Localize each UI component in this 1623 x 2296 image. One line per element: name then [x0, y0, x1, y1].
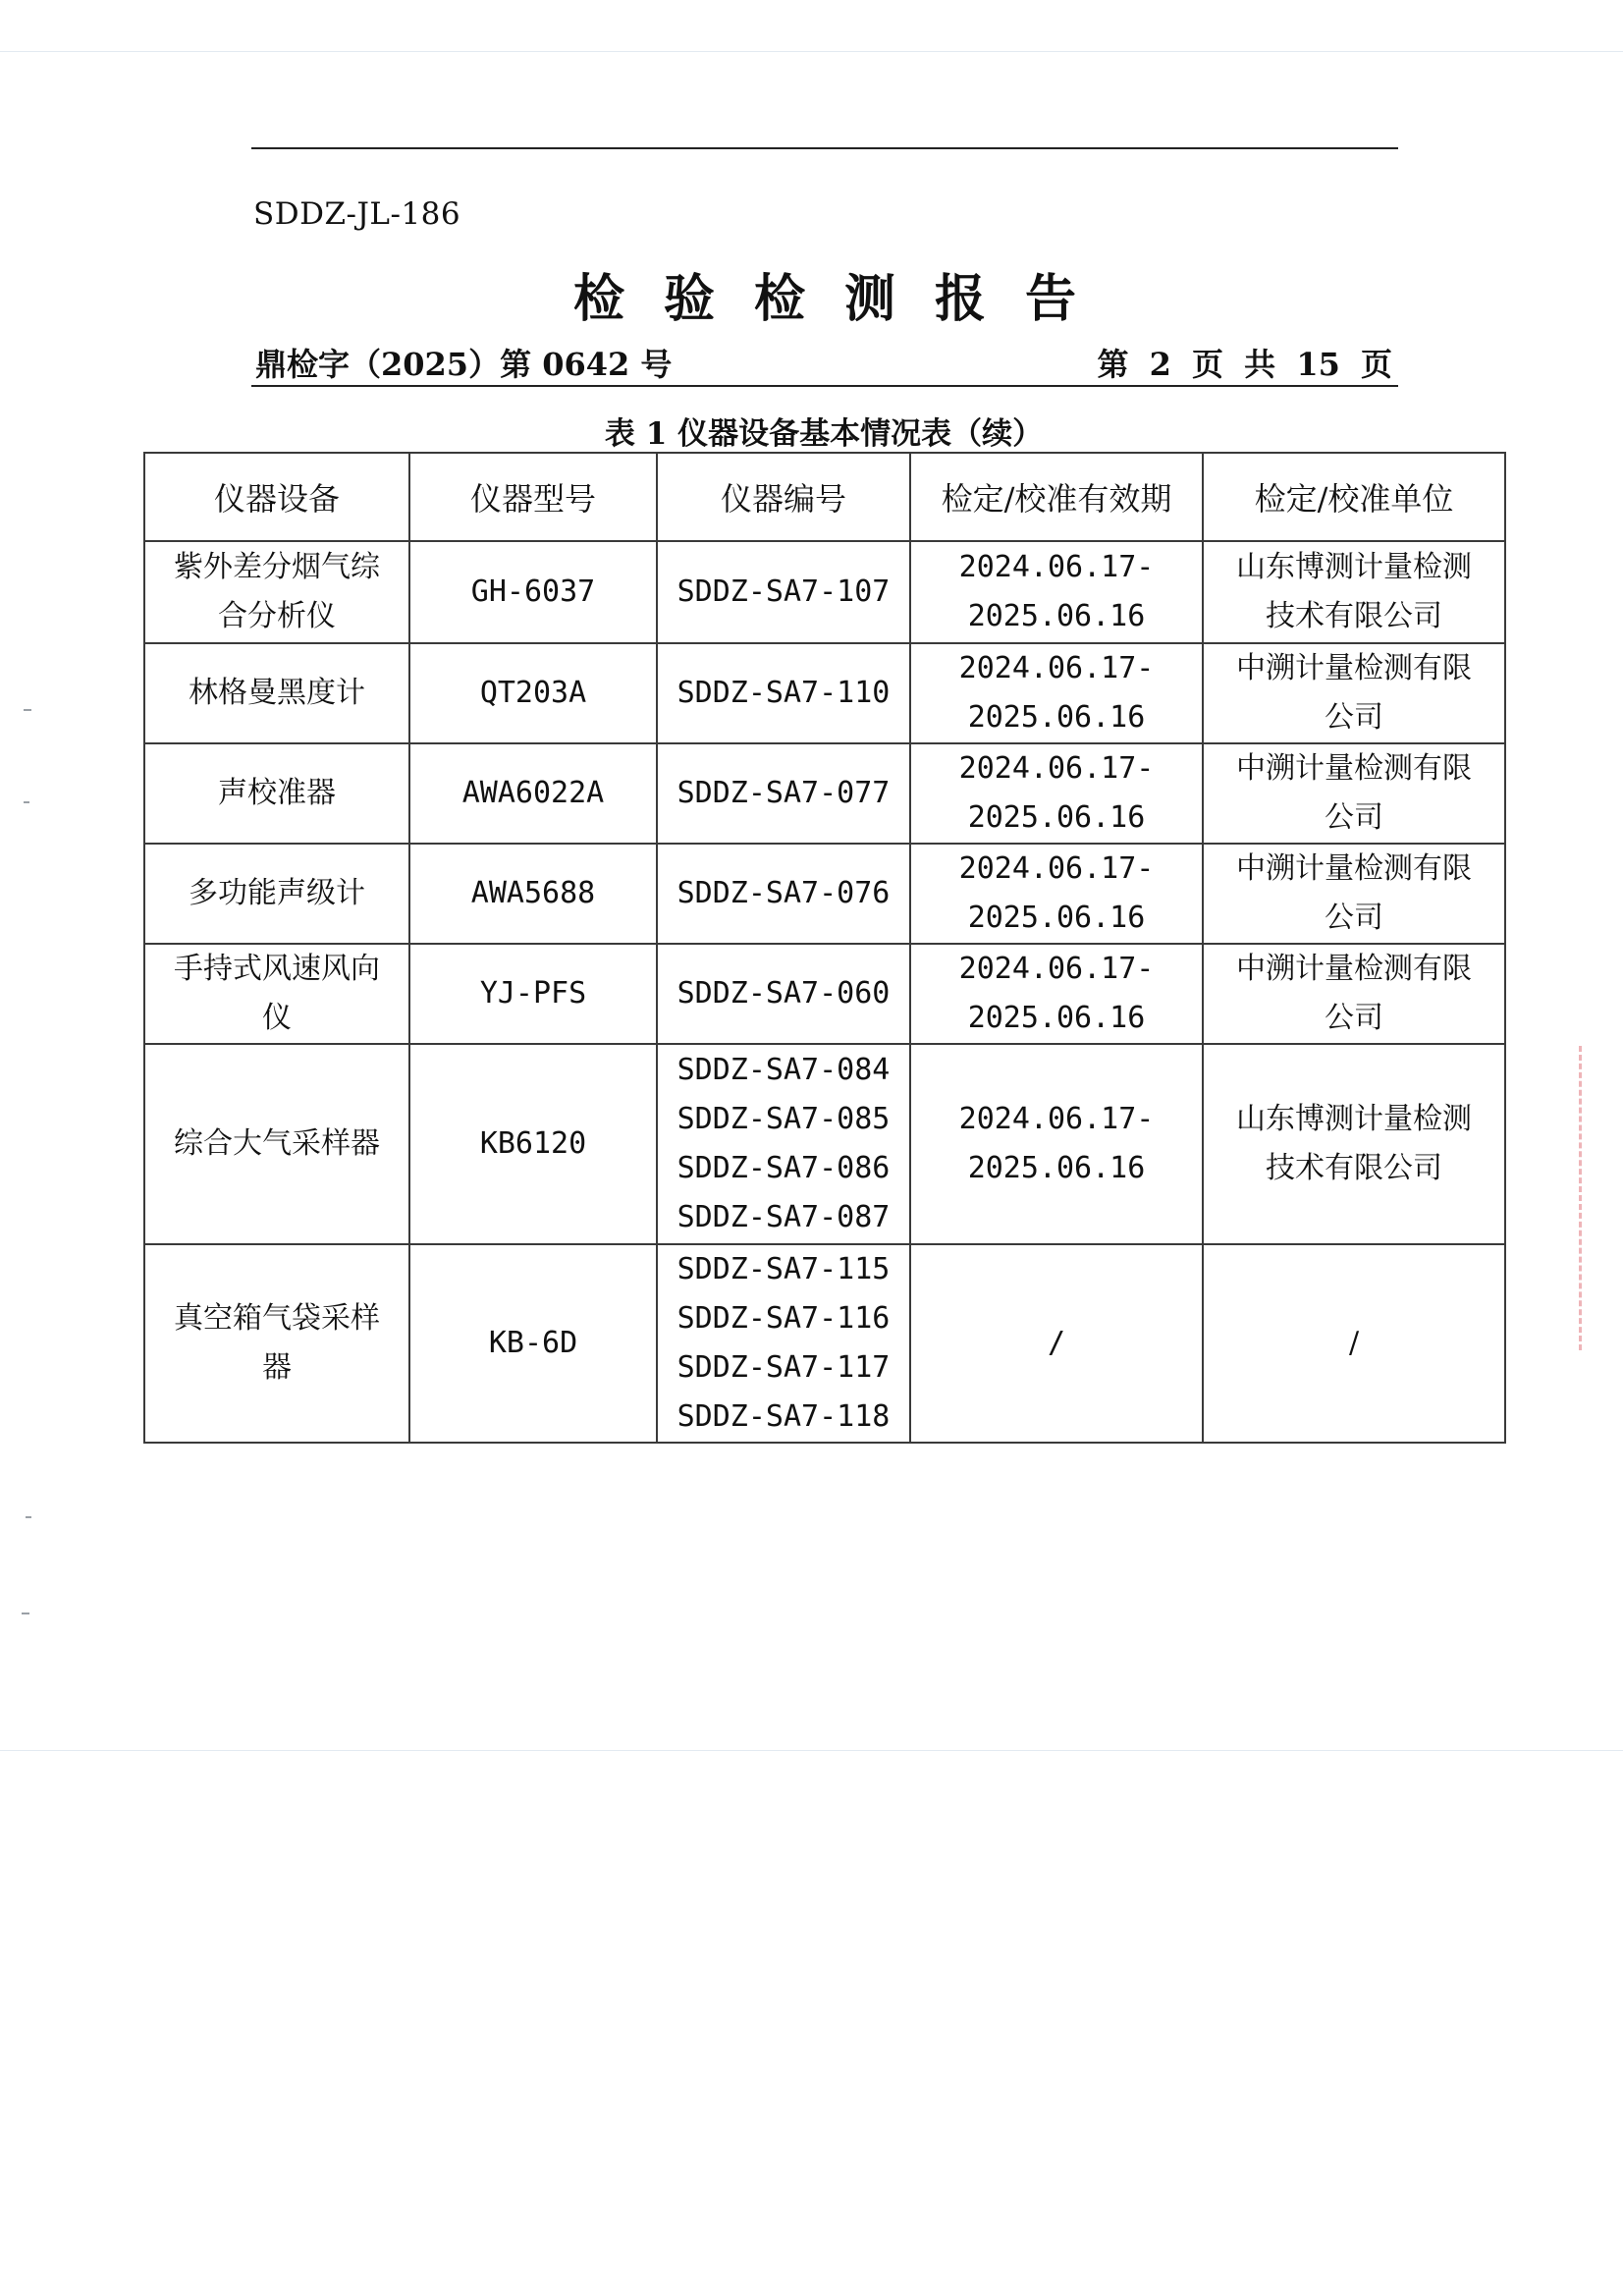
- validity-cell: [910, 743, 1203, 844]
- scan-edge-top: [0, 51, 1623, 52]
- table-caption: 表 1 仪器设备基本情况表（续）: [604, 416, 1044, 452]
- calibration-unit-cell-line: 公司: [1325, 700, 1383, 735]
- calibration-unit-cell: [1203, 844, 1505, 944]
- calibration-unit-cell: [1203, 944, 1505, 1044]
- serial-number-cell-line: SDDZ-SA7-060: [676, 976, 891, 1011]
- equipment-name-cell: [144, 1044, 409, 1244]
- validity-cell: [910, 1244, 1203, 1443]
- calibration-unit-cell-line: 中溯计量检测有限: [1236, 851, 1472, 886]
- serial-number-cell: [657, 944, 910, 1044]
- model-cell: [409, 844, 657, 944]
- equipment-name-cell: [144, 1244, 409, 1443]
- validity-cell-line: 2025.06.16: [967, 901, 1146, 935]
- serial-number-cell-line: SDDZ-SA7-084: [676, 1053, 891, 1087]
- equipment-name-cell-line: 仪: [262, 1001, 292, 1035]
- scan-speck: [24, 709, 31, 711]
- validity-cell-line: 2025.06.16: [967, 1151, 1146, 1185]
- equipment-name-cell: [144, 643, 409, 743]
- table-row: [144, 743, 1505, 844]
- calibration-unit-cell: [1203, 643, 1505, 743]
- serial-number-cell-line: SDDZ-SA7-107: [676, 574, 891, 609]
- serial-number-cell-line: SDDZ-SA7-115: [676, 1252, 891, 1286]
- model-cell: [409, 944, 657, 1044]
- scan-edge-bottom: [0, 1750, 1623, 1751]
- calibration-unit-cell: [1203, 1044, 1505, 1244]
- column-header-serial: 仪器编号: [657, 453, 910, 541]
- document-code: SDDZ-JL-186: [253, 196, 461, 232]
- serial-number-cell-line: SDDZ-SA7-117: [676, 1350, 891, 1385]
- serial-number-cell-line: SDDZ-SA7-087: [676, 1200, 891, 1234]
- calibration-unit-cell-line: 公司: [1325, 901, 1383, 935]
- serial-number-cell-line: SDDZ-SA7-077: [676, 776, 891, 810]
- validity-cell: [910, 1044, 1203, 1244]
- serial-number-cell-line: SDDZ-SA7-086: [676, 1151, 891, 1185]
- serial-number-cell: [657, 844, 910, 944]
- validity-cell: [910, 541, 1203, 643]
- equipment-name-cell-line: 器: [262, 1350, 292, 1385]
- validity-cell-line: 2025.06.16: [967, 700, 1146, 735]
- column-header-model: 仪器型号: [409, 453, 657, 541]
- table-row: [144, 643, 1505, 743]
- equipment-name-cell: [144, 844, 409, 944]
- equipment-name-cell-line: 合分析仪: [218, 599, 336, 633]
- table-header-row: [144, 453, 1505, 541]
- equipment-name-cell-line: 林格曼黑度计: [189, 676, 365, 710]
- validity-cell-line: 2024.06.17-: [958, 751, 1155, 786]
- validity-cell-line: /: [1047, 1326, 1066, 1360]
- validity-cell-line: 2024.06.17-: [958, 651, 1155, 685]
- model-cell-line: GH-6037: [470, 574, 596, 609]
- equipment-name-cell: [144, 944, 409, 1044]
- calibration-unit-cell-line: 中溯计量检测有限: [1236, 952, 1472, 986]
- serial-number-cell-line: SDDZ-SA7-076: [676, 876, 891, 910]
- validity-cell-line: 2024.06.17-: [958, 851, 1155, 886]
- equipment-name-cell-line: 综合大气采样器: [174, 1126, 380, 1161]
- table-body: [144, 541, 1505, 1443]
- report-number: 鼎检字（2025）第 0642 号: [255, 346, 673, 383]
- validity-cell: [910, 844, 1203, 944]
- equipment-name-cell-line: 多功能声级计: [189, 876, 365, 910]
- column-header-validity: 检定/校准有效期: [910, 453, 1203, 541]
- serial-number-cell-line: SDDZ-SA7-116: [676, 1301, 891, 1336]
- serial-number-cell: [657, 643, 910, 743]
- serial-number-cell-line: SDDZ-SA7-085: [676, 1102, 891, 1136]
- serial-number-cell: [657, 541, 910, 643]
- calibration-unit-cell: [1203, 743, 1505, 844]
- header-rule: [251, 147, 1398, 149]
- report-title: 检验检测报告: [572, 269, 1115, 329]
- calibration-unit-cell-line: 技术有限公司: [1266, 1151, 1442, 1185]
- serial-number-cell: [657, 1044, 910, 1244]
- equipment-table: [143, 452, 1506, 1444]
- validity-cell: [910, 643, 1203, 743]
- scan-speck: [26, 1516, 31, 1518]
- model-cell-line: AWA6022A: [461, 776, 605, 810]
- calibration-unit-cell: [1203, 1244, 1505, 1443]
- model-cell: [409, 743, 657, 844]
- table-row: [144, 844, 1505, 944]
- validity-cell-line: 2025.06.16: [967, 599, 1146, 633]
- column-header-equipment: 仪器设备: [144, 453, 409, 541]
- seal-stamp-edge: [1579, 1046, 1621, 1350]
- serial-number-cell: [657, 1244, 910, 1443]
- page-indicator: 第 2 页 共 15 页: [1097, 346, 1392, 383]
- table-row: [144, 944, 1505, 1044]
- equipment-name-cell-line: 真空箱气袋采样: [174, 1301, 380, 1336]
- model-cell-line: AWA5688: [470, 876, 596, 910]
- model-cell: [409, 1044, 657, 1244]
- validity-cell-line: 2025.06.16: [967, 800, 1146, 835]
- validity-cell: [910, 944, 1203, 1044]
- validity-cell-line: 2024.06.17-: [958, 1102, 1155, 1136]
- equipment-name-cell-line: 紫外差分烟气综: [174, 550, 380, 584]
- model-cell-line: QT203A: [479, 676, 587, 710]
- calibration-unit-cell: [1203, 541, 1505, 643]
- validity-cell-line: 2024.06.17-: [958, 550, 1155, 584]
- model-cell-line: KB6120: [479, 1126, 587, 1161]
- serial-number-cell-line: SDDZ-SA7-110: [676, 676, 891, 710]
- calibration-unit-cell-line: 山东博测计量检测: [1236, 550, 1472, 584]
- model-cell-line: YJ-PFS: [479, 976, 587, 1011]
- calibration-unit-cell-line: 技术有限公司: [1266, 599, 1442, 633]
- model-cell: [409, 643, 657, 743]
- model-cell: [409, 1244, 657, 1443]
- table-row: [144, 541, 1505, 643]
- calibration-unit-cell-line: 山东博测计量检测: [1236, 1102, 1472, 1136]
- calibration-unit-cell-line: 中溯计量检测有限: [1236, 751, 1472, 786]
- validity-cell-line: 2024.06.17-: [958, 952, 1155, 986]
- model-cell-line: KB-6D: [488, 1326, 578, 1360]
- scan-speck: [24, 801, 29, 803]
- calibration-unit-cell-line: 公司: [1325, 800, 1383, 835]
- model-cell: [409, 541, 657, 643]
- serial-number-cell: [657, 743, 910, 844]
- calibration-unit-cell-line: 中溯计量检测有限: [1236, 651, 1472, 685]
- calibration-unit-cell-line: /: [1348, 1326, 1360, 1360]
- equipment-name-cell: [144, 541, 409, 643]
- report-info-row: [251, 340, 1398, 387]
- equipment-name-cell-line: 声校准器: [218, 776, 336, 810]
- scan-speck: [22, 1613, 29, 1614]
- validity-cell-line: 2025.06.16: [967, 1001, 1146, 1035]
- column-header-calibration-unit: 检定/校准单位: [1203, 453, 1505, 541]
- equipment-name-cell-line: 手持式风速风向: [174, 952, 380, 986]
- serial-number-cell-line: SDDZ-SA7-118: [676, 1399, 891, 1434]
- calibration-unit-cell-line: 公司: [1325, 1001, 1383, 1035]
- table-row: [144, 1244, 1505, 1443]
- table-row: [144, 1044, 1505, 1244]
- equipment-name-cell: [144, 743, 409, 844]
